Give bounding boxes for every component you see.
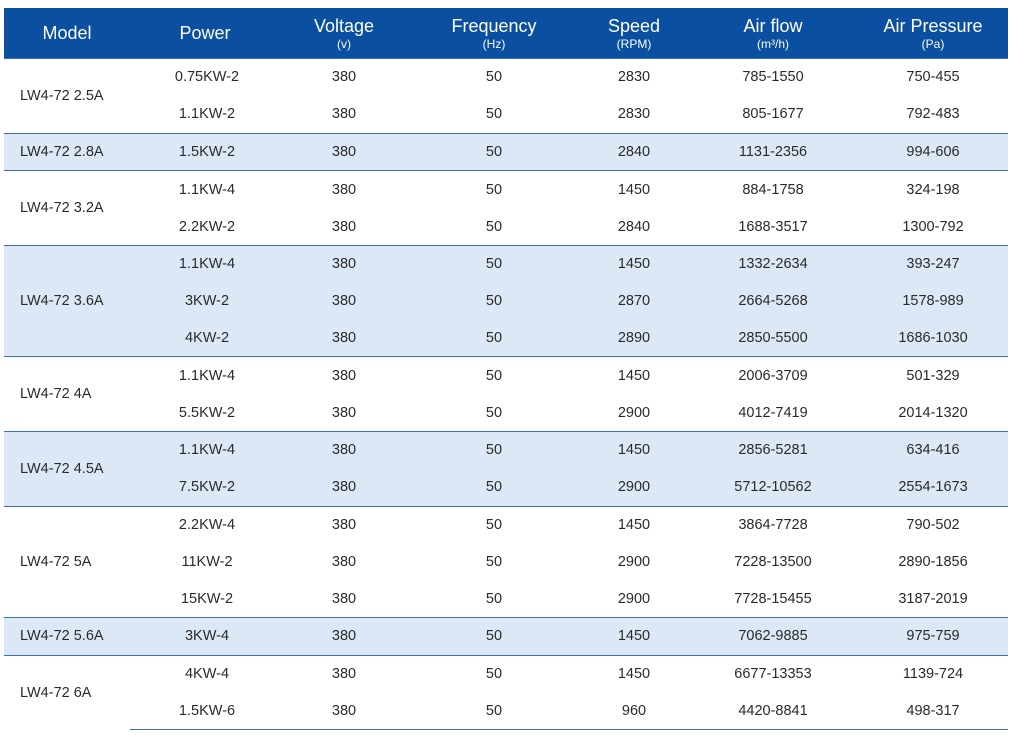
frequency-cell: 50 bbox=[408, 580, 580, 617]
header-model bbox=[4, 8, 130, 59]
speed-cell: 2900 bbox=[580, 543, 688, 580]
frequency-cell: 50 bbox=[408, 543, 580, 580]
power-cell: 4KW-2 bbox=[130, 320, 280, 357]
frequency-cell: 50 bbox=[408, 693, 580, 730]
power-cell: 3KW-2 bbox=[130, 283, 280, 320]
airflow-cell: 1131-2356 bbox=[688, 133, 858, 171]
header-frequency-label: Frequency bbox=[451, 15, 537, 36]
model-cell: LW4-72 4.5A bbox=[4, 431, 130, 506]
power-cell: 1.5KW-6 bbox=[130, 693, 280, 730]
power-cell: 15KW-2 bbox=[130, 580, 280, 617]
header-speed bbox=[580, 8, 688, 59]
power-cell: 5.5KW-2 bbox=[130, 394, 280, 431]
power-cell: 1.1KW-4 bbox=[130, 171, 280, 208]
power-cell: 2.2KW-4 bbox=[130, 506, 280, 543]
pressure-cell: 1686-1030 bbox=[858, 320, 1008, 357]
frequency-cell: 50 bbox=[408, 208, 580, 245]
airflow-cell: 1332-2634 bbox=[688, 245, 858, 282]
header-voltage-label: Voltage bbox=[313, 15, 375, 36]
model-cell: LW4-72 2.5A bbox=[4, 59, 130, 134]
speed-cell: 2830 bbox=[580, 96, 688, 133]
table-row bbox=[4, 543, 1008, 580]
voltage-cell: 380 bbox=[280, 320, 408, 357]
power-cell: 3KW-4 bbox=[130, 617, 280, 655]
model-cell: LW4-72 3.2A bbox=[4, 171, 130, 246]
power-cell: 1.5KW-2 bbox=[130, 133, 280, 171]
airflow-cell: 6677-13353 bbox=[688, 655, 858, 692]
fan-spec-table bbox=[4, 8, 1008, 730]
table-row bbox=[4, 320, 1008, 357]
header-speed-unit: (RPM) bbox=[616, 36, 652, 51]
table-row bbox=[4, 133, 1008, 171]
airflow-cell: 785-1550 bbox=[688, 59, 858, 96]
voltage-cell: 380 bbox=[280, 693, 408, 730]
table-row bbox=[4, 693, 1008, 730]
frequency-cell: 50 bbox=[408, 655, 580, 692]
frequency-cell: 50 bbox=[408, 506, 580, 543]
airflow-cell: 2664-5268 bbox=[688, 283, 858, 320]
speed-cell: 1450 bbox=[580, 655, 688, 692]
airflow-cell: 7228-13500 bbox=[688, 543, 858, 580]
speed-cell: 1450 bbox=[580, 506, 688, 543]
frequency-cell: 50 bbox=[408, 394, 580, 431]
pressure-cell: 1300-792 bbox=[858, 208, 1008, 245]
airflow-cell: 805-1677 bbox=[688, 96, 858, 133]
header-power-label: Power bbox=[179, 23, 231, 43]
pressure-cell: 792-483 bbox=[858, 96, 1008, 133]
speed-cell: 1450 bbox=[580, 617, 688, 655]
power-cell: 11KW-2 bbox=[130, 543, 280, 580]
speed-cell: 2830 bbox=[580, 59, 688, 96]
pressure-cell: 790-502 bbox=[858, 506, 1008, 543]
header-voltage bbox=[280, 8, 408, 59]
frequency-cell: 50 bbox=[408, 469, 580, 506]
header-pressure bbox=[858, 8, 1008, 59]
frequency-cell: 50 bbox=[408, 617, 580, 655]
header-voltage-unit: (v) bbox=[337, 36, 351, 51]
table-body bbox=[4, 59, 1008, 730]
airflow-cell: 1688-3517 bbox=[688, 208, 858, 245]
speed-cell: 1450 bbox=[580, 431, 688, 468]
voltage-cell: 380 bbox=[280, 357, 408, 394]
table-header bbox=[4, 8, 1008, 59]
table-row bbox=[4, 469, 1008, 506]
table-row bbox=[4, 96, 1008, 133]
header-airflow-label: Air flow bbox=[743, 15, 803, 36]
voltage-cell: 380 bbox=[280, 655, 408, 692]
frequency-cell: 50 bbox=[408, 59, 580, 96]
pressure-cell: 2014-1320 bbox=[858, 394, 1008, 431]
model-cell: LW4-72 5A bbox=[4, 506, 130, 617]
speed-cell: 1450 bbox=[580, 171, 688, 208]
table-row bbox=[4, 617, 1008, 655]
header-frequency bbox=[408, 8, 580, 59]
airflow-cell: 884-1758 bbox=[688, 171, 858, 208]
spec-table-container bbox=[4, 0, 1008, 730]
speed-cell: 960 bbox=[580, 693, 688, 730]
power-cell: 1.1KW-4 bbox=[130, 357, 280, 394]
pressure-cell: 2890-1856 bbox=[858, 543, 1008, 580]
airflow-cell: 2850-5500 bbox=[688, 320, 858, 357]
pressure-cell: 324-198 bbox=[858, 171, 1008, 208]
voltage-cell: 380 bbox=[280, 543, 408, 580]
airflow-cell: 2006-3709 bbox=[688, 357, 858, 394]
airflow-cell: 7062-9885 bbox=[688, 617, 858, 655]
voltage-cell: 380 bbox=[280, 59, 408, 96]
frequency-cell: 50 bbox=[408, 245, 580, 282]
frequency-cell: 50 bbox=[408, 133, 580, 171]
power-cell: 7.5KW-2 bbox=[130, 469, 280, 506]
table-row bbox=[4, 283, 1008, 320]
airflow-cell: 4012-7419 bbox=[688, 394, 858, 431]
voltage-cell: 380 bbox=[280, 617, 408, 655]
table-row bbox=[4, 506, 1008, 543]
pressure-cell: 750-455 bbox=[858, 59, 1008, 96]
airflow-cell: 7728-15455 bbox=[688, 580, 858, 617]
table-row bbox=[4, 171, 1008, 208]
voltage-cell: 380 bbox=[280, 580, 408, 617]
pressure-cell: 498-317 bbox=[858, 693, 1008, 730]
airflow-cell: 4420-8841 bbox=[688, 693, 858, 730]
pressure-cell: 975-759 bbox=[858, 617, 1008, 655]
airflow-cell: 3864-7728 bbox=[688, 506, 858, 543]
pressure-cell: 501-329 bbox=[858, 357, 1008, 394]
table-row bbox=[4, 655, 1008, 692]
header-speed-label: Speed bbox=[607, 15, 661, 36]
speed-cell: 2870 bbox=[580, 283, 688, 320]
pressure-cell: 3187-2019 bbox=[858, 580, 1008, 617]
voltage-cell: 380 bbox=[280, 245, 408, 282]
speed-cell: 1450 bbox=[580, 357, 688, 394]
frequency-cell: 50 bbox=[408, 431, 580, 468]
model-cell: LW4-72 3.6A bbox=[4, 245, 130, 356]
pressure-cell: 1139-724 bbox=[858, 655, 1008, 692]
table-row bbox=[4, 394, 1008, 431]
table-row bbox=[4, 208, 1008, 245]
table-row bbox=[4, 357, 1008, 394]
power-cell: 1.1KW-2 bbox=[130, 96, 280, 133]
voltage-cell: 380 bbox=[280, 283, 408, 320]
model-cell: LW4-72 5.6A bbox=[4, 617, 130, 655]
header-power bbox=[130, 8, 280, 59]
model-cell: LW4-72 6A bbox=[4, 655, 130, 730]
speed-cell: 2840 bbox=[580, 133, 688, 171]
header-pressure-unit: (Pa) bbox=[921, 36, 945, 51]
speed-cell: 2900 bbox=[580, 580, 688, 617]
pressure-cell: 393-247 bbox=[858, 245, 1008, 282]
pressure-cell: 994-606 bbox=[858, 133, 1008, 171]
pressure-cell: 1578-989 bbox=[858, 283, 1008, 320]
model-cell: LW4-72 4A bbox=[4, 357, 130, 432]
header-pressure-label: Air Pressure bbox=[883, 15, 983, 36]
frequency-cell: 50 bbox=[408, 96, 580, 133]
model-cell: LW4-72 2.8A bbox=[4, 133, 130, 171]
voltage-cell: 380 bbox=[280, 469, 408, 506]
frequency-cell: 50 bbox=[408, 357, 580, 394]
voltage-cell: 380 bbox=[280, 171, 408, 208]
table-row bbox=[4, 245, 1008, 282]
table-row bbox=[4, 59, 1008, 96]
voltage-cell: 380 bbox=[280, 394, 408, 431]
speed-cell: 2900 bbox=[580, 394, 688, 431]
frequency-cell: 50 bbox=[408, 171, 580, 208]
pressure-cell: 2554-1673 bbox=[858, 469, 1008, 506]
frequency-cell: 50 bbox=[408, 283, 580, 320]
power-cell: 0.75KW-2 bbox=[130, 59, 280, 96]
speed-cell: 2840 bbox=[580, 208, 688, 245]
power-cell: 4KW-4 bbox=[130, 655, 280, 692]
table-row bbox=[4, 431, 1008, 468]
speed-cell: 2890 bbox=[580, 320, 688, 357]
power-cell: 1.1KW-4 bbox=[130, 431, 280, 468]
header-model-label: Model bbox=[42, 23, 92, 43]
voltage-cell: 380 bbox=[280, 133, 408, 171]
airflow-cell: 5712-10562 bbox=[688, 469, 858, 506]
pressure-cell: 634-416 bbox=[858, 431, 1008, 468]
table-row bbox=[4, 580, 1008, 617]
voltage-cell: 380 bbox=[280, 96, 408, 133]
voltage-cell: 380 bbox=[280, 208, 408, 245]
frequency-cell: 50 bbox=[408, 320, 580, 357]
header-frequency-unit: (Hz) bbox=[482, 36, 506, 51]
power-cell: 2.2KW-2 bbox=[130, 208, 280, 245]
speed-cell: 1450 bbox=[580, 245, 688, 282]
power-cell: 1.1KW-4 bbox=[130, 245, 280, 282]
voltage-cell: 380 bbox=[280, 506, 408, 543]
header-airflow-unit: (m³/h) bbox=[757, 36, 789, 51]
speed-cell: 2900 bbox=[580, 469, 688, 506]
header-airflow bbox=[688, 8, 858, 59]
voltage-cell: 380 bbox=[280, 431, 408, 468]
header-row bbox=[4, 8, 1008, 59]
airflow-cell: 2856-5281 bbox=[688, 431, 858, 468]
